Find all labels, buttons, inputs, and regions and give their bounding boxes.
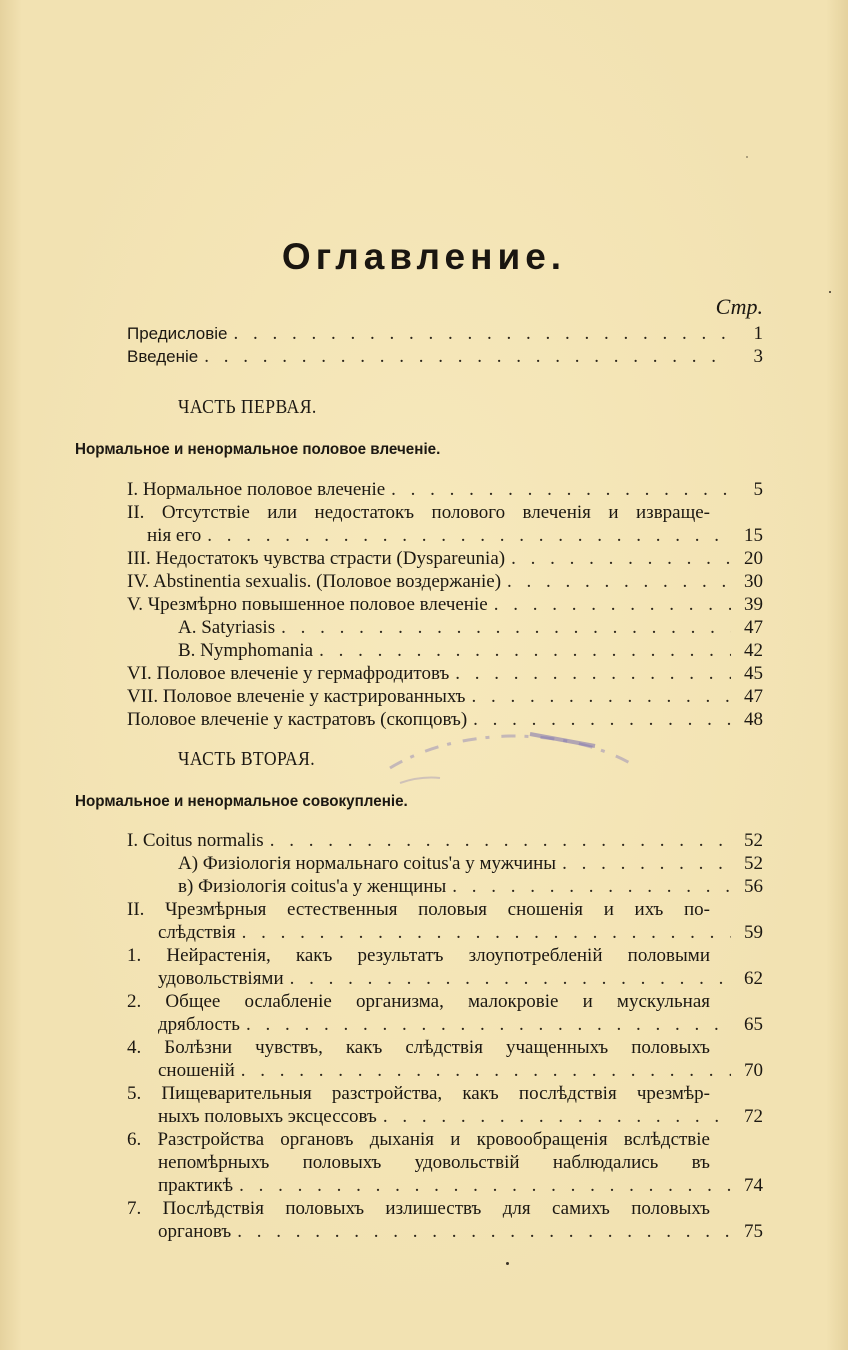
toc-entry[interactable] — [158, 1013, 763, 1036]
toc-entry[interactable] — [127, 708, 763, 731]
toc-entry-text[interactable]: II. Отсутствіе или недостатокъ полового влеченія и извраще- — [127, 502, 710, 523]
toc-entry[interactable] — [147, 524, 763, 547]
toc-entry-text: B. Nymphomania — [178, 640, 314, 661]
toc-entry-text: в) Физіологія coitus'a у женщины — [178, 876, 447, 897]
toc-entry-text: ныхъ половыхъ эксцессовъ — [158, 1106, 377, 1127]
paper-speck — [746, 156, 748, 158]
leader-dots — [391, 478, 731, 501]
toc-entry-introduction[interactable] — [127, 345, 763, 368]
leader-dots — [383, 1105, 731, 1128]
toc-entry-text: нія его — [147, 525, 202, 546]
leader-dots — [234, 322, 732, 345]
toc-entry[interactable] — [158, 967, 763, 990]
toc-entry[interactable] — [158, 1105, 763, 1128]
toc-entry-text: Половое влеченіе у кастратовъ (скопцовъ) — [127, 709, 468, 730]
toc-subentry[interactable] — [178, 616, 763, 639]
toc-entry-text: V. Чрезмѣрно повышенное половое влеченіе — [127, 594, 488, 615]
leader-dots — [237, 1220, 731, 1243]
toc-entry-text: Предисловіе — [127, 324, 228, 343]
page-column-label: Стр. — [715, 294, 763, 319]
toc-entry[interactable] — [127, 478, 763, 501]
toc-page-number: 20 — [744, 548, 763, 569]
toc-entry[interactable] — [127, 829, 763, 852]
toc-page-number: 47 — [744, 617, 763, 638]
toc-entry[interactable] — [158, 921, 763, 944]
toc-page-number: 42 — [744, 640, 763, 661]
toc-entry-text[interactable]: 7. Послѣдствія половыхъ излишествъ для самихъ половыхъ — [127, 1198, 710, 1219]
leader-dots — [281, 616, 731, 639]
toc-entry-text: удовольствіями — [158, 968, 284, 989]
leader-dots — [494, 593, 731, 616]
toc-entry-text: сношеній — [158, 1060, 235, 1081]
leader-dots — [455, 662, 731, 685]
toc-entry[interactable] — [158, 1220, 763, 1243]
toc-entry-text: I. Нормальное половое влеченіе — [127, 479, 386, 500]
leader-dots — [452, 875, 731, 898]
leader-dots — [319, 639, 731, 662]
part-one-subtitle: Нормальное и ненормальное половое влеченіе. — [75, 441, 441, 458]
toc-entry-text: практикѣ — [158, 1175, 234, 1196]
toc-entry-text[interactable]: непомѣрныхъ половыхъ удовольствій наблюдались въ — [158, 1152, 710, 1173]
toc-entry[interactable] — [127, 685, 763, 708]
toc-entry-text: дряблость — [158, 1014, 240, 1035]
toc-entry[interactable] — [127, 570, 763, 593]
leader-dots — [204, 345, 731, 368]
leader-dots — [473, 708, 731, 731]
toc-entry-preface[interactable] — [127, 322, 763, 345]
toc-page-number: 30 — [744, 571, 763, 592]
toc-entry-text[interactable]: II. Чрезмѣрныя естественныя половыя сношенія и ихъ по- — [127, 899, 710, 920]
leader-dots — [290, 967, 731, 990]
toc-entry-text[interactable]: 2. Общее ослабленіе организма, малокровіе и мускульная — [127, 991, 710, 1012]
part-one-heading: ЧАСТЬ ПЕРВАЯ. — [178, 396, 317, 418]
toc-entry-text: IV. Abstinentia sexualis. (Половое воздержаніе) — [127, 571, 502, 592]
leader-dots — [511, 547, 731, 570]
toc-page-number: 62 — [744, 968, 763, 989]
toc-entry-text: VI. Половое влеченіе у гермафродитовъ — [127, 663, 450, 684]
leader-dots — [562, 852, 731, 875]
toc-page-number: 39 — [744, 594, 763, 615]
leader-dots — [507, 570, 731, 593]
toc-subentry[interactable] — [178, 875, 763, 898]
toc-page-number: 45 — [744, 663, 763, 684]
leader-dots — [241, 1059, 731, 1082]
leader-dots — [242, 921, 731, 944]
toc-subentry[interactable] — [178, 639, 763, 662]
toc-page-number: 56 — [744, 876, 763, 897]
faded-stamp — [380, 728, 640, 798]
leader-dots — [270, 829, 731, 852]
paper-speck — [829, 291, 831, 293]
toc-subentry[interactable] — [178, 852, 763, 875]
toc-entry-text: III. Недостатокъ чувства страсти (Dyspareunia) — [127, 548, 506, 569]
leader-dots — [246, 1013, 731, 1036]
toc-entry-text: слѣдствія — [158, 922, 236, 943]
toc-entry-text[interactable]: 5. Пищеварительныя разстройства, какъ послѣдствія чрезмѣр- — [127, 1083, 710, 1104]
toc-entry-text: A. Satyriasis — [178, 617, 276, 638]
toc-page-number: 52 — [744, 830, 763, 851]
toc-page-number: 47 — [744, 686, 763, 707]
toc-entry[interactable] — [158, 1059, 763, 1082]
part-two-subtitle: Нормальное и ненормальное совокупленіе. — [75, 793, 408, 810]
toc-page-number: 15 — [744, 525, 763, 546]
toc-page-number: 5 — [753, 479, 763, 500]
toc-page-number: 74 — [744, 1175, 763, 1196]
toc-entry-text[interactable]: 4. Болѣзни чувствъ, какъ слѣдствія учащенныхъ половыхъ — [127, 1037, 710, 1058]
toc-entry[interactable] — [127, 662, 763, 685]
page-title: Оглавление. — [281, 236, 567, 277]
toc-entry-text: A) Физіологія нормальнаго coitus'a у мужчины — [178, 853, 557, 874]
toc-entry[interactable] — [127, 593, 763, 616]
toc-page-number: 70 — [744, 1060, 763, 1081]
toc-page-number: 75 — [744, 1221, 763, 1242]
toc-page-number: 72 — [744, 1106, 763, 1127]
toc-page-number: 59 — [744, 922, 763, 943]
leader-dots — [207, 524, 731, 547]
toc-entry-text[interactable]: 6. Разстройства органовъ дыханія и кровообращенія вслѣдствіе — [127, 1129, 710, 1150]
toc-entry-text: VII. Половое влеченіе у кастрированныхъ — [127, 686, 466, 707]
part-two-heading: ЧАСТЬ ВТОРАЯ. — [178, 748, 316, 770]
leader-dots — [239, 1174, 731, 1197]
toc-page-number: 52 — [744, 853, 763, 874]
toc-page-number: 65 — [744, 1014, 763, 1035]
toc-entry[interactable] — [127, 547, 763, 570]
toc-page-number: 48 — [744, 709, 763, 730]
toc-entry-text: Введеніе — [127, 347, 199, 366]
toc-entry-text: органовъ — [158, 1221, 232, 1242]
paper-speck — [506, 1262, 509, 1265]
leader-dots — [471, 685, 731, 708]
toc-page-number: 1 — [753, 323, 763, 344]
toc-page-number: 3 — [753, 346, 763, 367]
toc-entry[interactable] — [158, 1174, 763, 1197]
toc-entry-text: I. Coitus normalis — [127, 830, 264, 851]
toc-entry-text[interactable]: 1. Нейрастенія, какъ результатъ злоупотребленій половыми — [127, 945, 710, 966]
